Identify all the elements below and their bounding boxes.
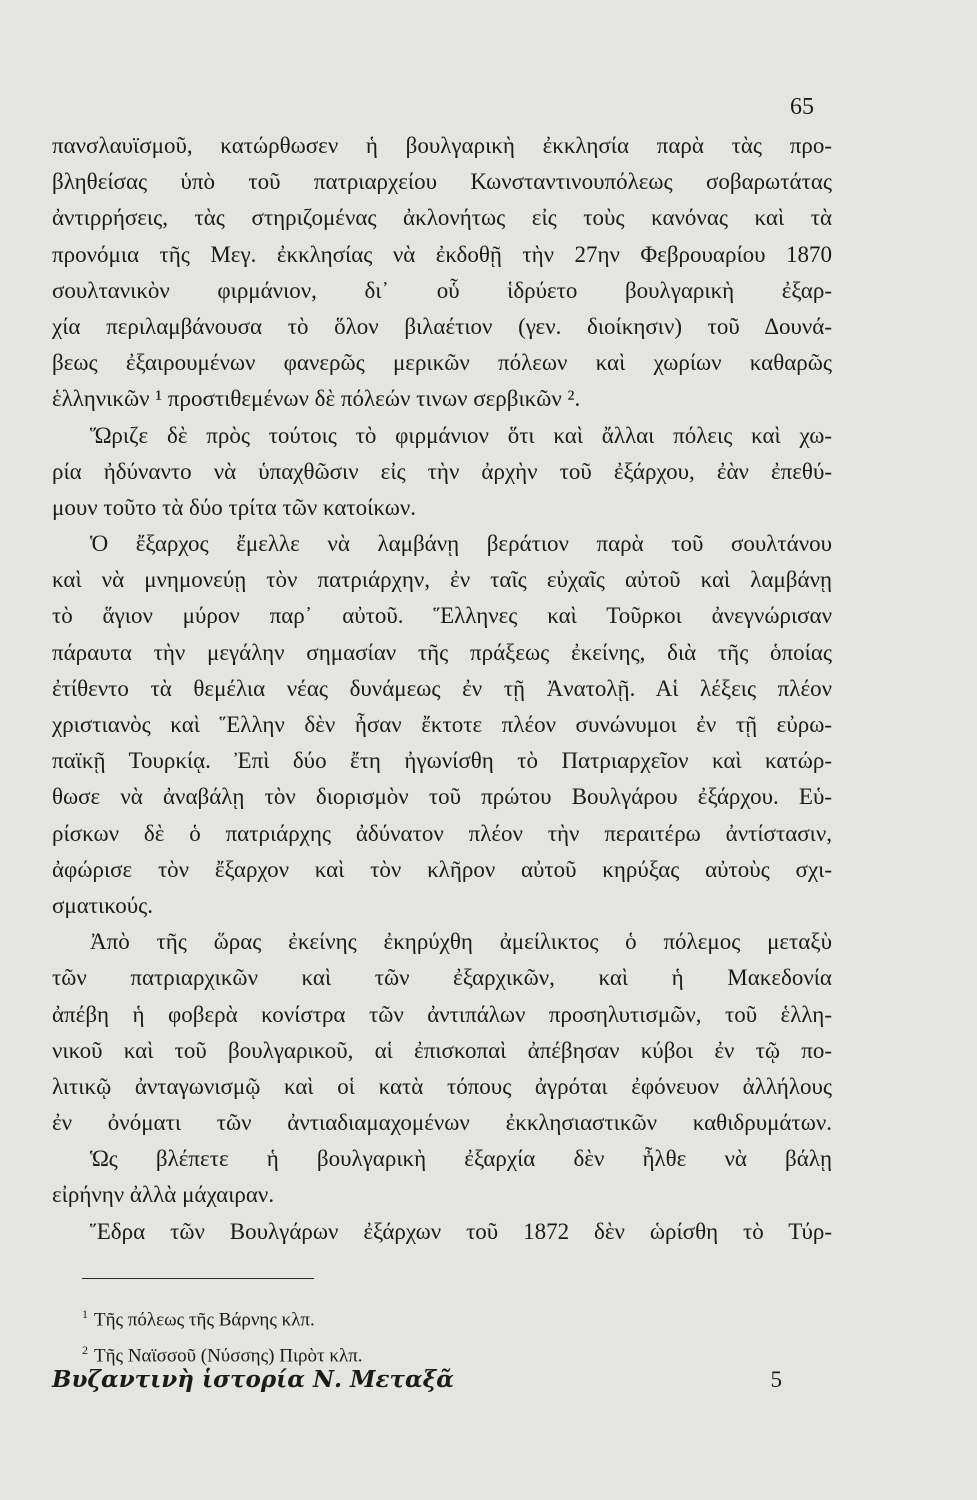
signature-title: Βυζαντινὴ ἱστορία Ν. Μεταξᾶ xyxy=(52,1366,454,1393)
printer-signature xyxy=(52,1362,782,1398)
text-line: Ὁ ἔξαρχος ἔμελλε νὰ λαμβάνῃ βεράτιον παρὰ τοῦ σουλτάνου xyxy=(90,531,832,557)
text-line: Ἕδρα τῶν Βουλγάρων ἐξάρχων τοῦ 1872 δὲν ὡρίσθη τὸ Τύρ- xyxy=(90,1218,832,1244)
text-line: Ὡς βλέπετε ἡ βουλγαρικὴ ἐξαρχία δὲν ἦλθε νὰ βάλῃ xyxy=(90,1146,832,1172)
footnote-divider xyxy=(82,1278,314,1279)
text-line: λιτικῷ ἀνταγωνισμῷ καὶ οἱ κατὰ τόπους ἀγρόται ἐφόνευον ἀλλήλους xyxy=(52,1073,832,1099)
text-line: ρίσκων δὲ ὁ πατριάρχης ἀδύνατον πλέον τὴν περαιτέρω ἀντίστασιν, xyxy=(52,820,832,846)
signature-number: 5 xyxy=(770,1367,782,1392)
text-line: σματικούς. xyxy=(52,892,154,918)
text-line: βεως ἐξαιρουμένων φανερῶς μερικῶν πόλεων καὶ χωρίων καθαρῶς xyxy=(52,350,832,376)
text-line: βληθείσας ὑπὸ τοῦ πατριαρχείου Κωνσταντινουπόλεως σοβαρωτάτας xyxy=(52,169,832,195)
text-line: ἀπέβη ἡ φοβερὰ κονίστρα τῶν ἀντιπάλων προσηλυτισμῶν, τοῦ ἑλλη- xyxy=(52,1001,832,1027)
text-line: νικοῦ καὶ τοῦ βουλγαρικοῦ, αἱ ἐπισκοπαὶ ἀπέβησαν κύβοι ἐν τῷ πο- xyxy=(52,1037,832,1063)
footnote-text: Τῆς πόλεως τῆς Βάρνης κλπ. xyxy=(94,1309,315,1331)
text-line: χριστιανὸς καὶ Ἕλλην δὲν ἦσαν ἔκτοτε πλέον συνώνυμοι ἐν τῇ εὐρω- xyxy=(52,712,832,737)
text-line: τὸ ἅγιον μύρον παρ᾿ αὐτοῦ. Ἕλληνες καὶ Τοῦρκοι ἀνεγνώρισαν xyxy=(52,603,832,629)
text-line: εἰρήνην ἀλλὰ μάχαιραν. xyxy=(52,1182,275,1208)
footnote-mark: 2 xyxy=(82,1343,88,1357)
footnote-text: Τῆς Ναϊσσοῦ (Νύσσης) Πιρὸτ κλπ. xyxy=(94,1345,363,1367)
footnotes xyxy=(82,1296,363,1368)
text-line: ἑλληνικῶν ¹ προστιθεμένων δὲ πόλεών τινων σερβικῶν ². xyxy=(52,386,581,412)
text-line: προνόμια τῆς Μεγ. ἐκκλησίας νὰ ἐκδοθῇ τὴν 27ην Φεβρουαρίου 1870 xyxy=(52,241,832,267)
text-line: τῶν πατριαρχικῶν καὶ τῶν ἐξαρχικῶν, καὶ ἡ Μακεδονία xyxy=(52,965,832,991)
text-line: παϊκῇ Τουρκίᾳ. Ἐπὶ δύο ἔτη ἠγωνίσθη τὸ Πατριαρχεῖον καὶ κατώρ- xyxy=(52,748,832,774)
text-line: μουν τοῦτο τὰ δύο τρίτα τῶν κατοίκων. xyxy=(52,494,417,520)
text-line: Ὥριζε δὲ πρὸς τούτοις τὸ φιρμάνιον ὅτι καὶ ἄλλαι πόλεις καὶ χω- xyxy=(90,422,832,448)
page-number: 65 xyxy=(790,94,814,120)
text-line: ἀφώρισε τὸν ἔξαρχον καὶ τὸν κλῆρον αὐτοῦ κηρύξας αὐτοὺς σχι- xyxy=(52,856,832,882)
text-line: χία περιλαμβάνουσα τὸ ὅλον βιλαέτιον (γεν. διοίκησιν) τοῦ Δουνά- xyxy=(52,313,832,339)
text-line: καὶ νὰ μνημονεύῃ τὸν πατριάρχην, ἐν ταῖς εὐχαῖς αὐτοῦ καὶ λαμβάνῃ xyxy=(52,567,832,593)
text-line: ἐτίθεντο τὰ θεμέλια νέας δυνάμεως ἐν τῇ Ἀνατολῇ. Αἱ λέξεις πλέον xyxy=(52,675,832,701)
text-line: ρία ἠδύναντο νὰ ὑπαχθῶσιν εἰς τὴν ἀρχὴν τοῦ ἐξάρχου, ἐὰν ἐπεθύ- xyxy=(52,458,832,484)
text-line: ἐν ὀνόματι τῶν ἀντιαδιαμαχομένων ἐκκλησιαστικῶν καθιδρυμάτων. xyxy=(52,1110,832,1136)
text-line: Ἀπὸ τῆς ὥρας ἐκείνης ἐκηρύχθη ἀμείλικτος ὁ πόλεμος μεταξὺ xyxy=(90,929,832,955)
text-line: ἀντιρρήσεις, τὰς στηριζομένας ἀκλονήτως εἰς τοὺς κανόνας καὶ τὰ xyxy=(52,205,832,231)
text-line: θωσε νὰ ἀναβάλῃ τὸν διορισμὸν τοῦ πρώτου Βουλγάρου ἐξάρχου. Εὑ- xyxy=(52,784,832,810)
text-line: πανσλαυϊσμοῦ, κατώρθωσεν ἡ βουλγαρικὴ ἐκκλησία παρὰ τὰς προ- xyxy=(52,133,832,158)
text-line: πάραυτα τὴν μεγάλην σημασίαν τῆς πράξεως ἐκείνης, διὰ τῆς ὁποίας xyxy=(52,639,832,665)
body-text xyxy=(52,128,832,1250)
footnote xyxy=(82,1296,363,1332)
text-line: σουλτανικὸν φιρμάνιον, δι᾿ οὗ ἱδρύετο βουλγαρικὴ ἐξαρ- xyxy=(52,277,832,303)
footnote-mark: 1 xyxy=(82,1307,88,1321)
